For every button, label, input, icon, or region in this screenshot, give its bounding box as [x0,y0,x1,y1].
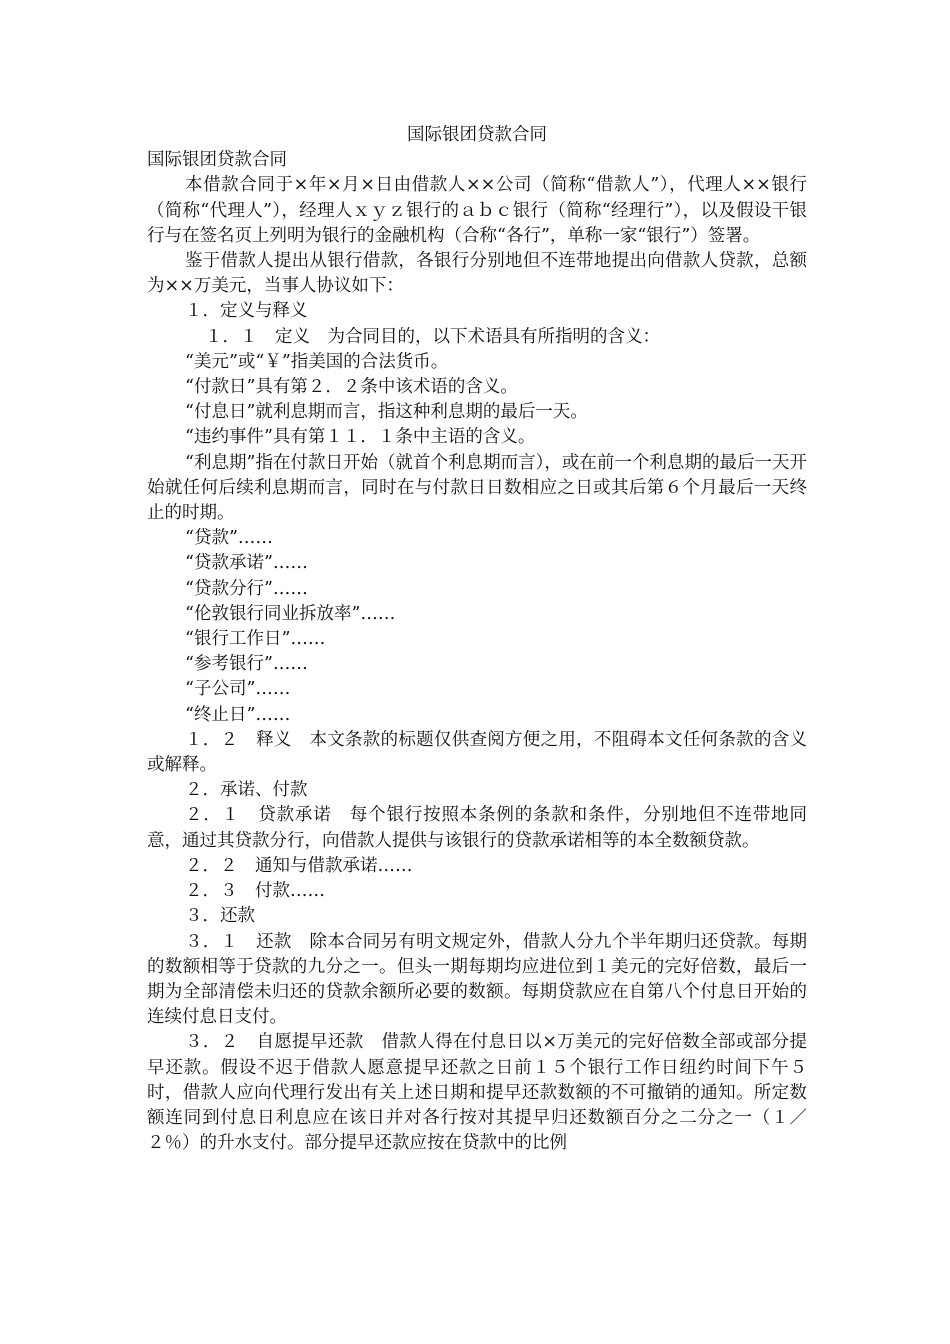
clause-3-1: ３．１ 还款 除本合同另有明文规定外，借款人分九个半年期归还贷款。每期的数额相等于贷款的九分之一。但头一期每期均应进位到１美元的完好倍数，最后一期为全部清偿未归还的贷款余额所必要的数额。每期贷款应在自第八个付息日开始的连续付息日支付。 [147,931,807,1028]
definition-business-day: “银行工作日”…… [185,629,326,650]
clause-1-1: １．１ 定义 为合同目的，以下术语具有所指明的含义： [205,326,660,347]
document-subtitle: 国际银团贷款合同 [147,150,287,171]
definition-subsidiary: “子公司”…… [185,679,291,700]
recital-paragraph: 鉴于借款人提出从银行借款，各银行分别地但不连带地提出向借款人贷款，总额为××万美元，当事人协议如下： [147,251,807,297]
definition-payment-date: “付款日”具有第２．２条中该术语的含义。 [185,377,518,398]
definition-libor: “伦敦银行同业拆放率”…… [185,603,396,624]
section-1-heading: １．定义与释义 [185,301,308,322]
definition-lending-office: “贷款分行”…… [185,578,308,599]
section-3-heading: ３．还款 [185,906,255,927]
definition-loan: “贷款”…… [185,528,273,549]
definition-termination-date: “终止日”…… [185,704,291,725]
definition-interest-date: “付息日”就利息期而言，指这种利息期的最后一天。 [185,402,588,423]
preamble-paragraph: 本借款合同于×年×月×日由借款人××公司（简称“借款人”），代理人××银行（简称“代理人”），经理人ｘｙｚ银行的ａｂｃ银行（简称“经理行”），以及假设干银行与在签名页上列明为银行的金融机构（合称“各行”，单称一家“银行”）签署。 [147,175,807,246]
clause-2-3: ２．３ 付款…… [185,881,325,902]
definition-reference-bank: “参考银行”…… [185,654,308,675]
definition-loan-commitment: “贷款承诺”…… [185,553,308,574]
clause-3-2: ３．２ 自愿提早还款 借款人得在付息日以×万美元的完好倍数全部或部分提早还款。假设不迟于借款人愿意提早还款之日前１５个银行工作日纽约时间下午５时，借款人应向代理行发出有关上述日期和提早还款数额的不可撤销的通知。所定数额连同到付息日利息应在该日并对各行按对其提早归还数额百分之二分之一（１／２％）的升水支付。部分提早还款应按在贷款中的比例 [147,1032,807,1154]
section-2-heading: ２．承诺、付款 [185,780,308,801]
clause-1-2: １．２ 释义 本文条款的标题仅供查阅方便之用，不阻碍本文任何条款的含义或解释。 [147,729,807,776]
definition-interest-period: “利息期”指在付款日开始（就首个利息期而言），或在前一个利息期的最后一天开始就任何后续利息期而言，同时在与付款日日数相应之日或其后第６个月最后一天终止的时期。 [147,452,807,524]
document-body [147,123,807,1156]
clause-2-2: ２．２ 通知与借款承诺…… [185,855,413,876]
document-title: 国际银团贷款合同 [407,125,547,145]
definition-event-of-default: “违约事件”具有第１１．１条中主语的含义。 [185,427,536,448]
definition-dollar: “美元”或“￥”指美国的合法货币。 [185,351,449,372]
clause-2-1: ２．１ 贷款承诺 每个银行按照本条例的条款和条件，分别地但不连带地同意，通过其贷款分行，向借款人提供与该银行的贷款承诺相等的本全数额贷款。 [147,805,807,851]
